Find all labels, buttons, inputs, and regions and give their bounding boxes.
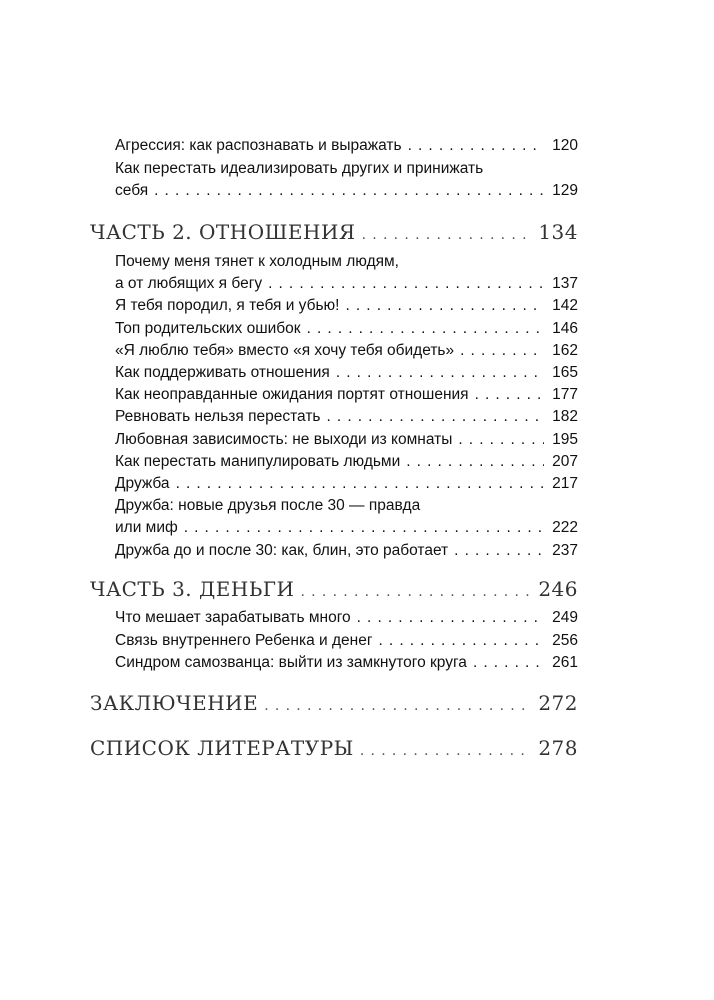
toc-page-number: 177 (552, 386, 578, 403)
toc-entry-title: Я тебя породил, я тебя и убью! (115, 297, 340, 314)
toc-entry-title: себя (115, 182, 149, 199)
toc-page-number: 222 (552, 519, 578, 536)
toc-entry (115, 182, 578, 204)
toc-page-number: 137 (552, 275, 578, 292)
toc-entry-title: Дружба до и после 30: как, блин, это работает (115, 542, 449, 559)
dot-leader (345, 297, 544, 315)
toc-page-number: 261 (552, 654, 578, 671)
toc-part-heading (90, 577, 578, 607)
toc-entry (115, 632, 578, 654)
toc-entry-title: «Я люблю тебя» вместо «я хочу тебя обидеть» (115, 342, 455, 359)
toc-entry-title: Ревновать нельзя перестать (115, 408, 321, 425)
dot-leader (454, 542, 544, 560)
toc-entry (115, 408, 578, 430)
toc-part-heading (90, 220, 578, 250)
toc-page-number: 207 (552, 453, 578, 470)
toc-page-number: 246 (538, 577, 578, 601)
toc-part-title: ЧАСТЬ 3. ДЕНЬГИ (90, 577, 295, 601)
toc-page-number: 120 (552, 137, 578, 154)
toc-page-number: 195 (552, 431, 578, 448)
toc-page-number: 217 (552, 475, 578, 492)
toc-entry (115, 137, 578, 159)
toc-page-number: 134 (538, 220, 578, 244)
dot-leader (408, 137, 544, 155)
toc-page-number: 165 (552, 364, 578, 381)
toc-page-number: 278 (538, 736, 578, 760)
toc-page-number: 129 (552, 182, 578, 199)
dot-leader (473, 654, 544, 672)
toc-entry (115, 453, 578, 475)
dot-leader (379, 632, 545, 650)
toc-entry (115, 275, 578, 297)
toc-entry-title-line: Как перестать идеализировать других и принижать (115, 160, 484, 177)
toc-entry-title: Как поддерживать отношения (115, 364, 330, 381)
toc-entry (115, 386, 578, 408)
toc-page-number: 256 (552, 632, 578, 649)
toc-entry-title: Синдром самозванца: выйти из замкнутого круга (115, 654, 467, 671)
toc-page-number: 162 (552, 342, 578, 359)
toc-entry-title: Любовная зависимость: не выходи из комнаты (115, 431, 453, 448)
toc-page-number: 272 (538, 691, 578, 715)
toc-part-title: ЗАКЛЮЧЕНИЕ (90, 691, 259, 715)
toc-entry-title: Топ родительских ошибок (115, 320, 301, 337)
toc-entry-title: Связь внутреннего Ребенка и денег (115, 632, 373, 649)
dot-leader (176, 475, 544, 493)
dot-leader (184, 519, 544, 537)
toc-part-title: ЧАСТЬ 2. ОТНОШЕНИЯ (90, 220, 356, 244)
toc-page-number: 249 (552, 609, 578, 626)
toc-entry-title: Дружба (115, 475, 170, 492)
toc-page-number: 142 (552, 297, 578, 314)
toc-entry-title: а от любящих я бегу (115, 275, 263, 292)
toc-entry (115, 320, 578, 342)
toc-entry (115, 654, 578, 676)
toc-entry (115, 431, 578, 453)
toc-entry-title: Что мешает зарабатывать много (115, 609, 351, 626)
toc-entry (115, 364, 578, 386)
toc-entry-title: или миф (115, 519, 178, 536)
toc-part-title: СПИСОК ЛИТЕРАТУРЫ (90, 736, 354, 760)
dot-leader (460, 342, 544, 360)
dot-leader (357, 609, 544, 627)
toc-page-number: 146 (552, 320, 578, 337)
dot-leader (360, 743, 532, 759)
dot-leader (475, 386, 544, 404)
toc-part-heading (90, 736, 578, 766)
toc-page-number: 182 (552, 408, 578, 425)
dot-leader (154, 182, 544, 200)
toc-page-number: 237 (552, 542, 578, 559)
toc-entry-title-line: Почему меня тянет к холодным людям, (115, 253, 399, 270)
dot-leader (406, 453, 544, 471)
dot-leader (327, 408, 545, 426)
toc-entry (115, 542, 578, 564)
dot-leader (362, 227, 533, 243)
dot-leader (264, 698, 532, 714)
dot-leader (336, 364, 544, 382)
toc-entry-title: Агрессия: как распознавать и выражать (115, 137, 402, 154)
toc-entry (115, 519, 578, 541)
dot-leader (268, 275, 544, 293)
toc-part-heading (90, 691, 578, 721)
dot-leader (307, 320, 544, 338)
toc-entry (115, 609, 578, 631)
toc-entry (115, 342, 578, 364)
toc-entry-title: Как неоправданные ожидания портят отношения (115, 386, 469, 403)
dot-leader (458, 431, 544, 449)
toc-entry-title-line: Дружба: новые друзья после 30 — правда (115, 497, 421, 514)
toc-entry (115, 475, 578, 497)
toc-entry (115, 297, 578, 319)
dot-leader (300, 584, 532, 600)
toc-entry-title: Как перестать манипулировать людьми (115, 453, 401, 470)
